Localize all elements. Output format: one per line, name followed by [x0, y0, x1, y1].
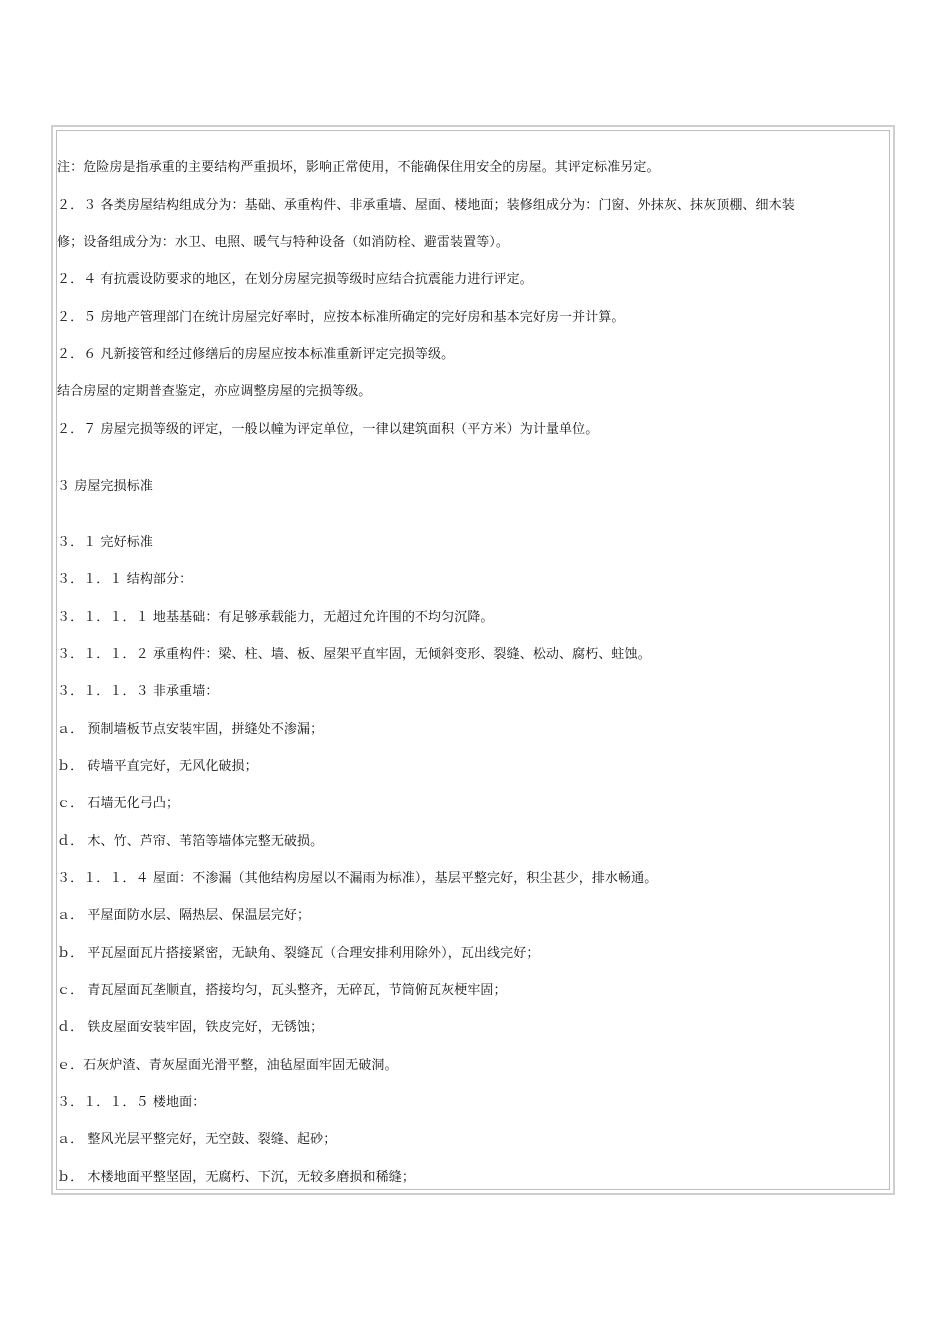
text-line-3-1-1-2: ３．１．１．２ 承重构件：梁、柱、墙、板、屋架平直牢固，无倾斜变形、裂缝、松动、腐朽、蛀蚀。: [57, 647, 651, 662]
list-item-d: ｄ． 木、竹、芦帘、苇箔等墙体完整无破损。: [57, 834, 324, 849]
list-item-d: ｄ． 铁皮屋面安装牢固，铁皮完好，无锈蚀；: [57, 1020, 324, 1035]
list-item-a: ａ． 整风光层平整完好，无空鼓、裂缝、起砂；: [57, 1132, 337, 1147]
list-item-b: ｂ． 砖墙平直完好，无风化破损；: [57, 759, 258, 774]
text-line-3-1-1-1: ３．１．１．１ 地基基础：有足够承载能力，无超过允许围的不均匀沉降。: [57, 610, 494, 625]
list-item-a: ａ． 平屋面防水层、隔热层、保温层完好；: [57, 908, 311, 923]
section-heading-3: ３ 房屋完损标准: [57, 479, 153, 494]
list-item-c: ｃ． 石墙无化弓凸；: [57, 796, 180, 811]
text-line-2-7: ２．７ 房屋完损等级的评定，一般以幢为评定单位，一律以建筑面积（平方米）为计量单位。: [57, 422, 599, 437]
text-line-2-3: ２．３ 各类房屋结构组成分为：基础、承重构件、非承重墙、屋面、楼地面；装修组成分为：门窗、外抹灰、抹灰顶棚、细木装: [57, 198, 795, 213]
list-item-b: ｂ． 平瓦屋面瓦片搭接紧密，无缺角、裂缝瓦（合理安排利用除外），瓦出线完好；: [57, 946, 540, 961]
list-item-b: ｂ． 木楼地面平整坚固，无腐朽、下沉，无较多磨损和稀缝；: [57, 1170, 415, 1185]
section-heading-3-1-1: ３．１．１ 结构部分：: [57, 572, 193, 587]
text-line-2-6-cont: 结合房屋的定期普查鉴定，亦应调整房屋的完损等级。: [57, 384, 372, 399]
text-line-2-6: ２．６ 凡新接管和经过修缮后的房屋应按本标准重新评定完损等级。: [57, 347, 455, 362]
text-line-3-1-1-3: ３．１．１．３ 非承重墙：: [57, 684, 219, 699]
list-item-a: ａ． 预制墙板节点安装牢固，拼缝处不渗漏；: [57, 722, 324, 737]
section-heading-3-1: ３．１ 完好标准: [57, 535, 153, 550]
text-line-2-3-cont: 修；设备组成分为：水卫、电照、暖气与特种设备（如消防栓、避雷装置等）。: [57, 235, 510, 250]
text-line-2-5: ２．５ 房地产管理部门在统计房屋完好率时，应按本标准所确定的完好房和基本完好房一并计算。: [57, 310, 625, 325]
text-line-2-4: ２．４ 有抗震设防要求的地区，在划分房屋完损等级时应结合抗震能力进行评定。: [57, 272, 533, 287]
text-line-3-1-1-4: ３．１．１．４ 屋面：不渗漏（其他结构房屋以不漏雨为标准），基层平整完好，积尘甚少，排水畅通。: [57, 871, 658, 886]
text-line-3-1-1-5: ３．１．１．５ 楼地面：: [57, 1095, 206, 1110]
list-item-e: ｅ．石灰炉渣、青灰屋面光滑平整，油毡屋面牢固无破洞。: [57, 1058, 398, 1073]
text-line-note: 注：危险房是指承重的主要结构严重损坏，影响正常使用，不能确保住用安全的房屋。其评定标准另定。: [57, 160, 660, 175]
list-item-c: ｃ． 青瓦屋面瓦垄顺直，搭接均匀，瓦头整齐，无碎瓦，节筒俯瓦灰梗牢固；: [57, 983, 507, 998]
